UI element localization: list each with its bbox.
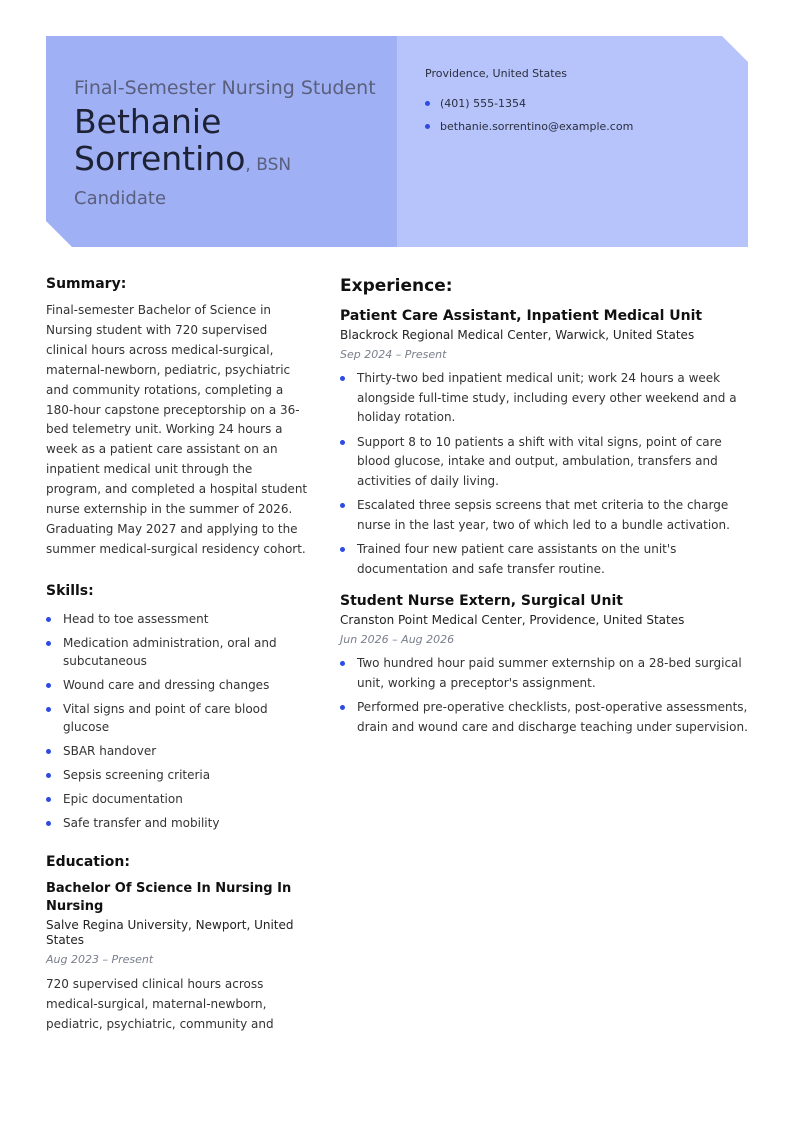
education-description: 720 supervised clinical hours across medical-surgical, maternal-newborn, pediatric, psychiatric, community and bbox=[46, 976, 274, 1031]
education-heading: Education: bbox=[46, 853, 130, 870]
skills-heading: Skills: bbox=[46, 582, 94, 599]
job-bullets bbox=[340, 369, 752, 579]
candidate-name bbox=[74, 103, 394, 184]
job-dates: Jun 2026 – Aug 2026 bbox=[340, 633, 455, 646]
job-organization: Blackrock Regional Medical Center, Warwick, United States bbox=[340, 328, 695, 342]
job-bullets bbox=[340, 654, 752, 737]
job-entry bbox=[340, 593, 752, 737]
credential: , BSN bbox=[245, 155, 292, 175]
job-bullet: Thirty-two bed inpatient medical unit; work 24 hours a week alongside full-time study, including every other weekend and a holiday rotation. bbox=[340, 369, 752, 428]
job-bullet: Two hundred hour paid summer externship on a 28-bed surgical unit, working a preceptor's assignment. bbox=[340, 654, 752, 693]
skill-item: Vital signs and point of care blood glucose bbox=[46, 700, 308, 736]
education-school: Salve Regina University, Newport, United States bbox=[46, 917, 294, 947]
job-dates: Sep 2024 – Present bbox=[340, 348, 447, 361]
credential-line: Candidate bbox=[74, 188, 167, 209]
skill-item: SBAR handover bbox=[46, 742, 308, 760]
education-degree: Bachelor Of Science In Nursing In Nursing bbox=[46, 880, 292, 914]
skill-item: Safe transfer and mobility bbox=[46, 814, 308, 832]
skill-item: Wound care and dressing changes bbox=[46, 676, 308, 694]
education-dates: Aug 2023 – Present bbox=[46, 952, 154, 966]
job-title: Patient Care Assistant, Inpatient Medical Unit bbox=[340, 308, 703, 324]
skill-item: Medication administration, oral and subcutaneous bbox=[46, 634, 308, 670]
contact-phone: (401) 555-1354 bbox=[425, 96, 633, 119]
job-bullet: Escalated three sepsis screens that met criteria to the charge nurse in the last year, two of which led to a bundle activation. bbox=[340, 496, 752, 535]
job-bullet: Support 8 to 10 patients a shift with vital signs, point of care blood glucose, intake and output, ambulation, transfers and activities of daily living. bbox=[340, 433, 752, 492]
contact-email: bethanie.sorrentino@example.com bbox=[425, 119, 633, 142]
skill-item: Sepsis screening criteria bbox=[46, 766, 308, 784]
experience-heading: Experience: bbox=[340, 276, 453, 296]
job-bullet: Performed pre-operative checklists, post-operative assessments, drain and wound care and discharge teaching under supervision. bbox=[340, 698, 752, 737]
skills-list bbox=[46, 610, 308, 832]
contact-location: Providence, United States bbox=[425, 67, 568, 80]
summary-text: Final-semester Bachelor of Science in Nursing student with 720 supervised clinical hours across medical-surgical, maternal-newborn, pediatric, psychiatric and community rotations, completing a 180-hour capstone preceptorship on a 36-bed telemetry unit. Working 24 hours a week as a patient care assistant on an inpatient medical unit through the program, and completed a hospital student nurse externship in the summer of 2026. Graduating May 2027 and applying to the summer medical-surgical residency cohort. bbox=[46, 303, 308, 556]
job-entry bbox=[340, 308, 752, 579]
job-organization: Cranston Point Medical Center, Providence, United States bbox=[340, 613, 685, 627]
job-bullet: Trained four new patient care assistants on the unit's documentation and safe transfer routine. bbox=[340, 540, 752, 579]
right-column bbox=[340, 276, 752, 742]
contact-list bbox=[425, 96, 633, 142]
last-name: Sorrentino bbox=[74, 139, 246, 178]
first-name: Bethanie bbox=[74, 102, 222, 141]
job-title: Student Nurse Extern, Surgical Unit bbox=[340, 593, 623, 609]
skill-item: Epic documentation bbox=[46, 790, 308, 808]
skill-item: Head to toe assessment bbox=[46, 610, 308, 628]
job-title: Final-Semester Nursing Student bbox=[74, 77, 376, 99]
summary-heading: Summary: bbox=[46, 276, 127, 292]
left-column bbox=[46, 276, 308, 1035]
